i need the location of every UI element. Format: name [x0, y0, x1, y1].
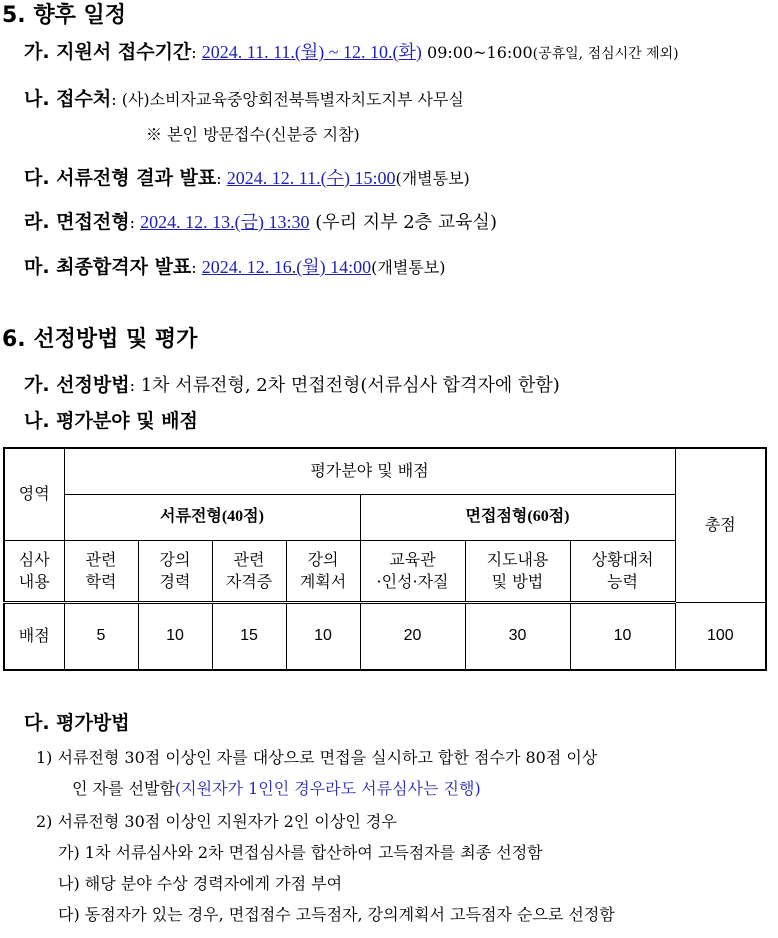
score-table [3, 447, 767, 671]
eval-item-2b: 나) 해당 분야 수상 경력자에게 가점 부여 [58, 874, 343, 893]
label: 마. 최종합격자 발표 [24, 256, 192, 278]
total-header: 총점 [675, 448, 766, 602]
eval-item-2: 2) 서류전형 30점 이상인 지원자가 2인 이상인 경우 [36, 812, 397, 831]
label: 가. 지원서 접수기간 [24, 41, 192, 63]
row-label-score: 배점 [4, 602, 64, 670]
score-cell: 15 [212, 602, 286, 670]
schedule-final-result: 마. 최종합격자 발표: 2024. 12. 16.(월) 14:00(개별통보) [24, 256, 446, 278]
schedule-application-period: 가. 지원서 접수기간: 2024. 11. 11.(월) ~ 12. 10.(화) 09:00~16:00(공휴일, 점심시간 제외) [24, 41, 679, 63]
score-cell: 10 [286, 602, 360, 670]
note: (개별통보) [395, 169, 470, 188]
criterion-teaching-career: 강의 경력 [138, 540, 212, 602]
score-cell: 20 [360, 602, 465, 670]
score-cell: 30 [465, 602, 570, 670]
criterion-character: 교육관 ·인성·자질 [360, 540, 465, 602]
schedule-document-result: 다. 서류전형 결과 발표: 2024. 12. 11.(수) 15:00(개별통보) [24, 167, 470, 189]
document-screening-header: 서류전형(40점) [64, 494, 360, 540]
schedule-reception: 나. 접수처: (사)소비자교육중앙회전북특별자치도지부 사무실 [24, 88, 464, 110]
date: 2024. 11. 11.(월) ~ 12. 10.(화) [201, 42, 422, 62]
score-cell: 10 [138, 602, 212, 670]
date: 2024. 12. 16.(월) 14:00 [201, 257, 372, 277]
note: (우리 지부 2층 교육실) [309, 212, 497, 233]
label: 가. 선정방법 [24, 374, 130, 396]
text: 1차 서류전형, 2차 면접전형(서류심사 합격자에 한함) [135, 375, 560, 396]
score-cell: 10 [570, 602, 675, 670]
eval-item-2c: 다) 동점자가 있는 경우, 면접점수 고득점자, 강의계획서 고득점자 순으로 선정함 [58, 905, 615, 924]
note: (공휴일, 점심시간 제외) [532, 46, 679, 62]
schedule-interview: 라. 면접전형: 2024. 12. 13.(금) 13:30 (우리 지부 2층 교육실) [24, 211, 497, 233]
date: 2024. 12. 11.(수) 15:00 [226, 168, 396, 188]
note: (개별통보) [371, 258, 446, 277]
reception-place: (사)소비자교육중앙회전북특별자치도지부 사무실 [116, 90, 464, 109]
criterion-lesson-plan: 강의 계획서 [286, 540, 360, 602]
section-5-title: 5. 향후 일정 [2, 3, 126, 28]
eval-item-1: 1) 서류전형 30점 이상인 자를 대상으로 면접을 실시하고 합한 점수가 80점 이상 [36, 748, 598, 767]
section-6-title: 6. 선정방법 및 평가 [2, 327, 198, 352]
criterion-certificate: 관련 자격증 [212, 540, 286, 602]
eval-item-2a: 가) 1차 서류심사와 2차 면접심사를 합산하여 고득점자를 최종 선정함 [58, 843, 543, 862]
label: 다. 서류전형 결과 발표 [24, 167, 217, 189]
area-header: 영역 [4, 448, 64, 540]
eval-item-1-cont: 인 자를 선발함(지원자가 1인인 경우라도 서류심사는 진행) [72, 779, 481, 798]
criterion-instruction: 지도내용 및 방법 [465, 540, 570, 602]
total-score-cell: 100 [675, 602, 766, 670]
selection-method: 가. 선정방법: 1차 서류전형, 2차 면접전형(서류심사 합격자에 한함) [24, 374, 560, 396]
interview-header: 면접점형(60점) [360, 494, 675, 540]
category-header: 평가분야 및 배점 [64, 448, 675, 494]
label: 라. 면접전형 [24, 211, 130, 233]
eval-item-1-note: (지원자가 1인인 경우라도 서류심사는 진행) [174, 779, 481, 798]
criterion-education: 관련 학력 [64, 540, 138, 602]
date: 2024. 12. 13.(금) 13:30 [140, 212, 310, 232]
reception-note: ※ 본인 방문접수(신분증 지참) [146, 125, 360, 144]
row-label-review: 심사 내용 [4, 540, 64, 602]
score-cell: 5 [64, 602, 138, 670]
criterion-situation: 상황대처 능력 [570, 540, 675, 602]
score-heading: 나. 평가분야 및 배점 [24, 410, 198, 432]
time: 09:00~16:00 [421, 43, 533, 62]
evaluation-heading: 다. 평가방법 [24, 712, 130, 734]
label: 나. 접수처 [24, 88, 112, 110]
